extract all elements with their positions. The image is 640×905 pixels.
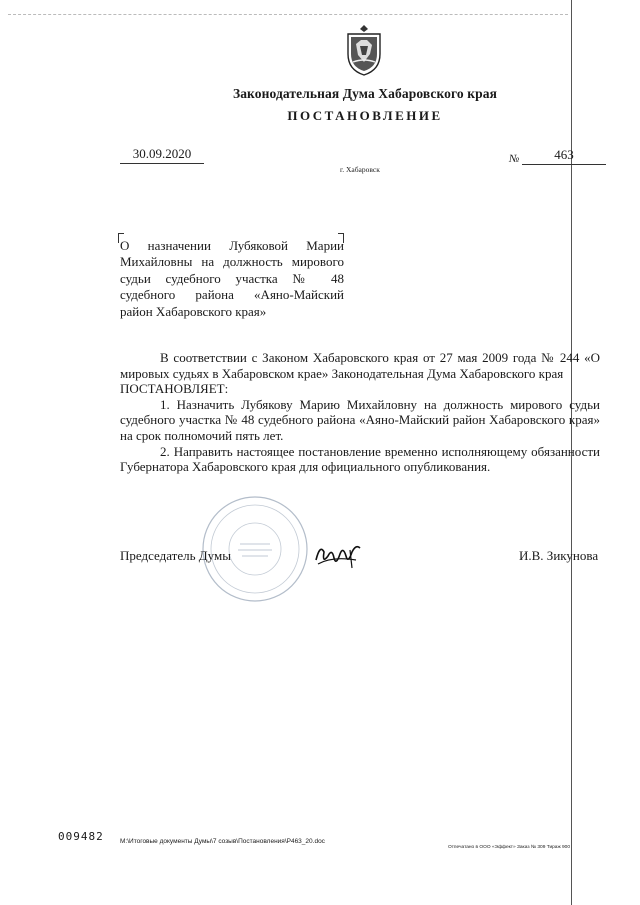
form-serial-number: 009482: [58, 830, 104, 843]
scan-artifact-line: [8, 14, 568, 16]
file-path: М:\Итоговые документы Думы\7 созыв\Постановления\Р463_20.doc: [120, 838, 325, 845]
document-body: [120, 350, 600, 475]
number-sign: №: [509, 153, 520, 165]
resolution-item-2: 2. Направить настоящее постановление временно исполняющему обязанности Губернатора Хабаровского края для официального опубликования.: [120, 443, 600, 475]
khabarovsk-coat-of-arms-icon: [344, 24, 384, 76]
document-number: 463: [522, 147, 606, 165]
document-subject: О назначении Лубяковой Марии Михайловны на должность мирового судьи судебного участка № 48 судебного района «Аяно-Майский район Хабаровского края»: [120, 238, 344, 319]
signer-position: Председатель Думы: [120, 548, 231, 563]
organization-title: Законодательная Дума Хабаровского края: [232, 86, 497, 101]
handwritten-signature-icon: [312, 538, 364, 572]
signer-name: И.В. Зикунова: [519, 548, 599, 563]
resolves-heading: ПОСТАНОВЛЯЕТ:: [120, 381, 229, 397]
resolution-item-1: 1. Назначить Лубякову Марию Михайловну на должность мирового судьи судебного участка № 48 судебного района «Аяно-Майский район Хабаровского края» на срок полномочий пять лет.: [120, 396, 600, 443]
document-date: 30.09.2020: [120, 146, 204, 164]
document-city: г. Хабаровск: [340, 165, 380, 174]
print-info: Отпечатано в ООО «Эффект» Заказ № 309 Тираж 900: [448, 845, 570, 850]
document-type: ПОСТАНОВЛЕНИЕ: [287, 108, 443, 123]
preamble-paragraph: В соответствии с Законом Хабаровского края от 27 мая 2009 года № 244 «О мировых судьях в Хабаровском крае» Законодательная Дума Хабаровского края: [120, 350, 600, 381]
